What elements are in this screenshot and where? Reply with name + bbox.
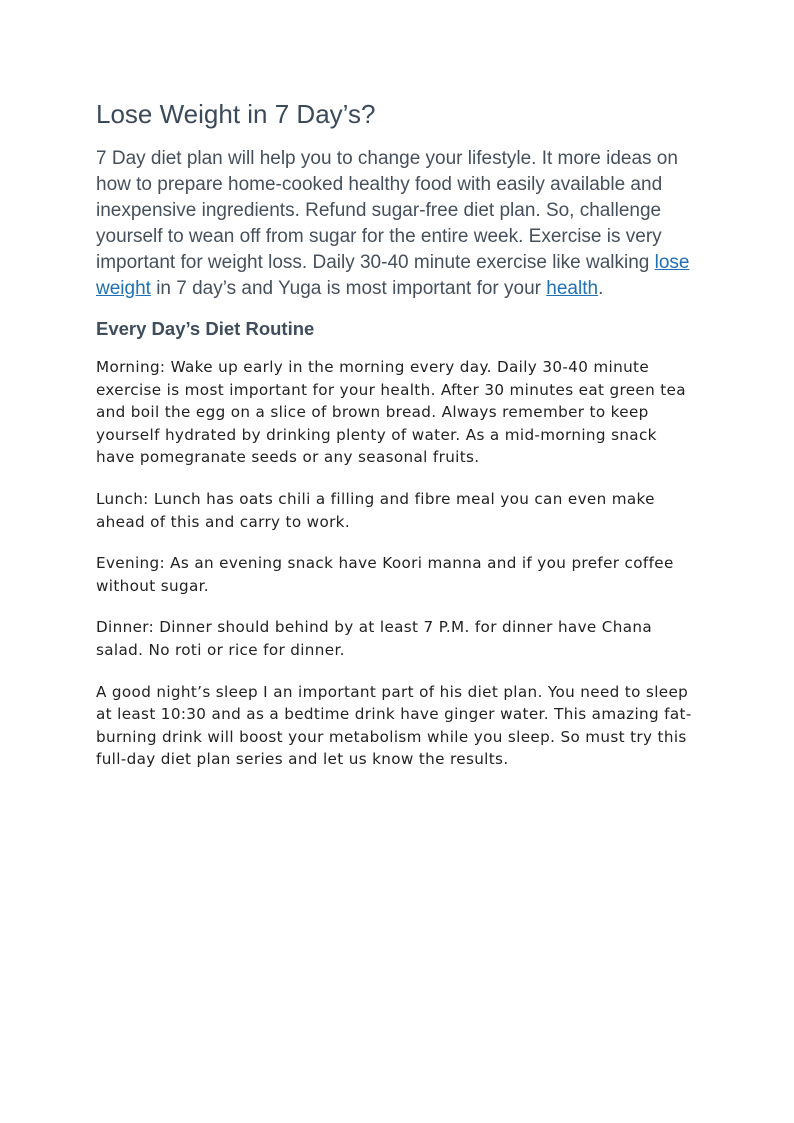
dinner-paragraph: Dinner: Dinner should behind by at least 7 P.M. for dinner have Chana salad. No roti or rice for dinner.	[96, 618, 653, 659]
lunch-paragraph: Lunch: Lunch has oats chili a filling and fibre meal you can even make ahead of this and carry to work.	[96, 489, 655, 531]
intro-text: 7 Day diet plan will help you to change your lifestyle. It more ideas on how to prepare home-cooked healthy food with easily available and inexpensive ingredients. Refund sugar-free diet plan. So, challenge yourself to wean off from sugar for the entire week. Exercise is very important for weight loss. Daily 30-40 minute exercise like walking	[96, 148, 678, 273]
intro-text-end: .	[598, 278, 604, 299]
lose-weight-link[interactable]: lose weight	[96, 252, 690, 299]
morning-paragraph: Morning: Wake up early in the morning every day. Daily 30-40 minute exercise is most important for your health. After 30 minutes eat green tea and boil the egg on a slice of brown bread. Always remember to keep yourself hydrated by drinking plenty of water. As a mid-morning snack have pomegranate seeds or any seasonal fruits.	[96, 358, 686, 467]
section-heading: Every Day’s Diet Routine	[96, 318, 315, 339]
intro-paragraph	[96, 146, 698, 302]
evening-paragraph: Evening: As an evening snack have Koori manna and if you prefer coffee without sugar.	[96, 554, 674, 595]
intro-text-middle: in 7 day’s and Yuga is most important for your	[150, 278, 547, 299]
document-content	[96, 96, 698, 790]
page-title: Lose Weight in 7 Day’s?	[96, 99, 376, 129]
sleep-paragraph: A good night’s sleep I an important part of his diet plan. You need to sleep at least 10:30 and as a bedtime drink have ginger water. This amazing fat-burning drink will boost your metabolism while you sleep. So must try this full-day diet plan series and let us know the results.	[96, 682, 692, 769]
health-link[interactable]: health	[546, 278, 599, 299]
